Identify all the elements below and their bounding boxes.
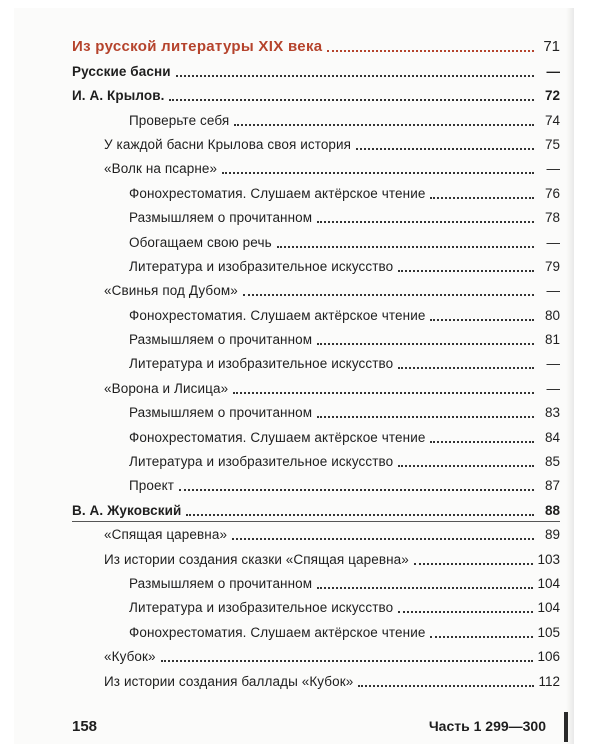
dot-leader bbox=[161, 659, 534, 662]
dot-leader bbox=[169, 98, 534, 101]
toc-entry-page: 103 bbox=[537, 551, 560, 567]
dot-leader bbox=[317, 415, 534, 418]
toc-entry bbox=[14, 31, 574, 55]
toc-entry-title: Литература и изобразительное искусство bbox=[129, 454, 394, 470]
dot-leader bbox=[317, 220, 534, 223]
toc-entry bbox=[14, 348, 574, 372]
toc-entry-page: 74 bbox=[544, 112, 560, 128]
toc-entry bbox=[14, 372, 574, 396]
footer-marker-bar bbox=[564, 712, 568, 742]
dot-leader bbox=[234, 123, 534, 126]
toc-entry-page: 105 bbox=[537, 624, 560, 640]
part-range-label: Часть 1 299—300 bbox=[428, 718, 546, 734]
toc-entry bbox=[14, 397, 574, 421]
toc-entry bbox=[14, 568, 574, 592]
toc-entry-title: Обогащаем свою речь bbox=[129, 234, 272, 250]
book-page bbox=[14, 8, 574, 744]
toc-entry bbox=[14, 446, 574, 470]
dot-leader bbox=[358, 684, 534, 687]
toc-entry bbox=[14, 55, 574, 79]
toc-entry bbox=[14, 226, 574, 250]
toc-entry-title: Фонохрестоматия. Слушаем актёрское чтение bbox=[129, 307, 426, 323]
toc-entry-page: — bbox=[546, 356, 560, 372]
toc-entry bbox=[14, 153, 574, 177]
toc-entry-title: Размышляем о прочитанном bbox=[129, 575, 313, 591]
toc-entry-title: Из русской литературы XIX века bbox=[72, 38, 323, 56]
toc-entry-title: Литература и изобразительное искусство bbox=[129, 356, 394, 372]
toc-entry-title: Фонохрестоматия. Слушаем актёрское чтение bbox=[129, 429, 426, 445]
toc-entry bbox=[14, 616, 574, 640]
toc-entry-title: Из истории создания баллады «Кубок» bbox=[104, 673, 354, 689]
toc-entry-page: 81 bbox=[544, 332, 560, 348]
toc-entry-title: Русские басни bbox=[72, 63, 171, 79]
toc-entry-title: Проверьте себя bbox=[129, 112, 230, 128]
toc-entry-page: 106 bbox=[537, 649, 560, 665]
page-number: 158 bbox=[72, 718, 98, 735]
toc-entry-title: Проект bbox=[129, 478, 175, 494]
toc-entry-page: 79 bbox=[544, 258, 560, 274]
toc-entry-page: 88 bbox=[544, 502, 560, 518]
dot-leader bbox=[414, 562, 534, 565]
toc-entry-title: «Ворона и Лисица» bbox=[104, 380, 229, 396]
toc-entry bbox=[14, 80, 574, 104]
section-divider bbox=[72, 521, 560, 522]
toc-entry bbox=[14, 641, 574, 665]
dot-leader bbox=[317, 586, 533, 589]
dot-leader bbox=[398, 610, 533, 613]
toc-entry-title: Из истории создания сказки «Спящая царевна» bbox=[104, 551, 409, 567]
toc-entry-title: Фонохрестоматия. Слушаем актёрское чтение bbox=[129, 185, 426, 201]
toc-entry-title: В. А. Жуковский bbox=[72, 502, 182, 518]
toc-entry-page: 78 bbox=[544, 210, 560, 226]
dot-leader bbox=[317, 342, 534, 345]
toc-entry-title: У каждой басни Крылова своя история bbox=[104, 136, 352, 152]
toc-entry bbox=[14, 129, 574, 153]
toc-entry-title: Размышляем о прочитанном bbox=[129, 405, 313, 421]
toc-entry-title: Размышляем о прочитанном bbox=[129, 210, 313, 226]
toc-entry bbox=[14, 177, 574, 201]
toc-entry-page: 104 bbox=[537, 600, 560, 616]
toc-entry bbox=[14, 202, 574, 226]
toc-entry-page: 84 bbox=[544, 429, 560, 445]
toc-entry-page: 80 bbox=[544, 307, 560, 323]
toc-entry bbox=[14, 275, 574, 299]
table-of-contents bbox=[14, 31, 574, 690]
toc-entry bbox=[14, 665, 574, 689]
toc-entry bbox=[14, 519, 574, 543]
toc-entry-page: 104 bbox=[537, 575, 560, 591]
toc-entry bbox=[14, 421, 574, 445]
toc-entry bbox=[14, 592, 574, 616]
toc-entry bbox=[14, 299, 574, 323]
toc-entry-page: 72 bbox=[544, 88, 560, 104]
toc-entry bbox=[14, 543, 574, 567]
toc-entry-title: Фонохрестоматия. Слушаем актёрское чтение bbox=[129, 624, 426, 640]
toc-entry bbox=[14, 494, 574, 518]
toc-entry-page: — bbox=[546, 283, 560, 299]
toc-entry-page: 112 bbox=[538, 673, 560, 689]
dot-leader bbox=[398, 366, 534, 369]
dot-leader bbox=[222, 171, 534, 174]
dot-leader bbox=[186, 513, 534, 516]
toc-entry bbox=[14, 324, 574, 348]
dot-leader bbox=[398, 464, 534, 467]
toc-entry-title: «Спящая царевна» bbox=[104, 527, 228, 543]
toc-entry-page: 71 bbox=[543, 38, 560, 56]
toc-entry bbox=[14, 104, 574, 128]
toc-entry-page: — bbox=[546, 161, 560, 177]
dot-leader bbox=[327, 49, 534, 52]
toc-entry-page: — bbox=[546, 380, 560, 396]
dot-leader bbox=[398, 269, 534, 272]
dot-leader bbox=[430, 440, 534, 443]
dot-leader bbox=[179, 488, 534, 491]
toc-entry-page: 75 bbox=[544, 136, 560, 152]
toc-entry-page: 76 bbox=[544, 185, 560, 201]
dot-leader bbox=[176, 74, 534, 77]
toc-entry-page: — bbox=[546, 63, 560, 79]
toc-entry-page: 83 bbox=[544, 405, 560, 421]
dot-leader bbox=[277, 245, 534, 248]
dot-leader bbox=[430, 635, 533, 638]
toc-entry-page: 85 bbox=[544, 454, 560, 470]
toc-entry-title: И. А. Крылов. bbox=[72, 88, 165, 104]
toc-entry-page: — bbox=[546, 234, 560, 250]
toc-entry-title: «Кубок» bbox=[104, 649, 156, 665]
toc-entry-title: Литература и изобразительное искусство bbox=[129, 600, 394, 616]
toc-entry-title: Размышляем о прочитанном bbox=[129, 332, 313, 348]
dot-leader bbox=[356, 147, 534, 150]
dot-leader bbox=[232, 537, 534, 540]
toc-entry-page: 87 bbox=[544, 478, 560, 494]
toc-entry-title: «Волк на псарне» bbox=[104, 161, 218, 177]
dot-leader bbox=[430, 318, 534, 321]
toc-entry bbox=[14, 470, 574, 494]
toc-entry-title: «Свинья под Дубом» bbox=[104, 283, 238, 299]
toc-entry-title: Литература и изобразительное искусство bbox=[129, 258, 394, 274]
toc-entry-page: 89 bbox=[544, 527, 560, 543]
toc-entry bbox=[14, 251, 574, 275]
dot-leader bbox=[233, 391, 534, 394]
dot-leader bbox=[243, 293, 534, 296]
dot-leader bbox=[430, 196, 534, 199]
